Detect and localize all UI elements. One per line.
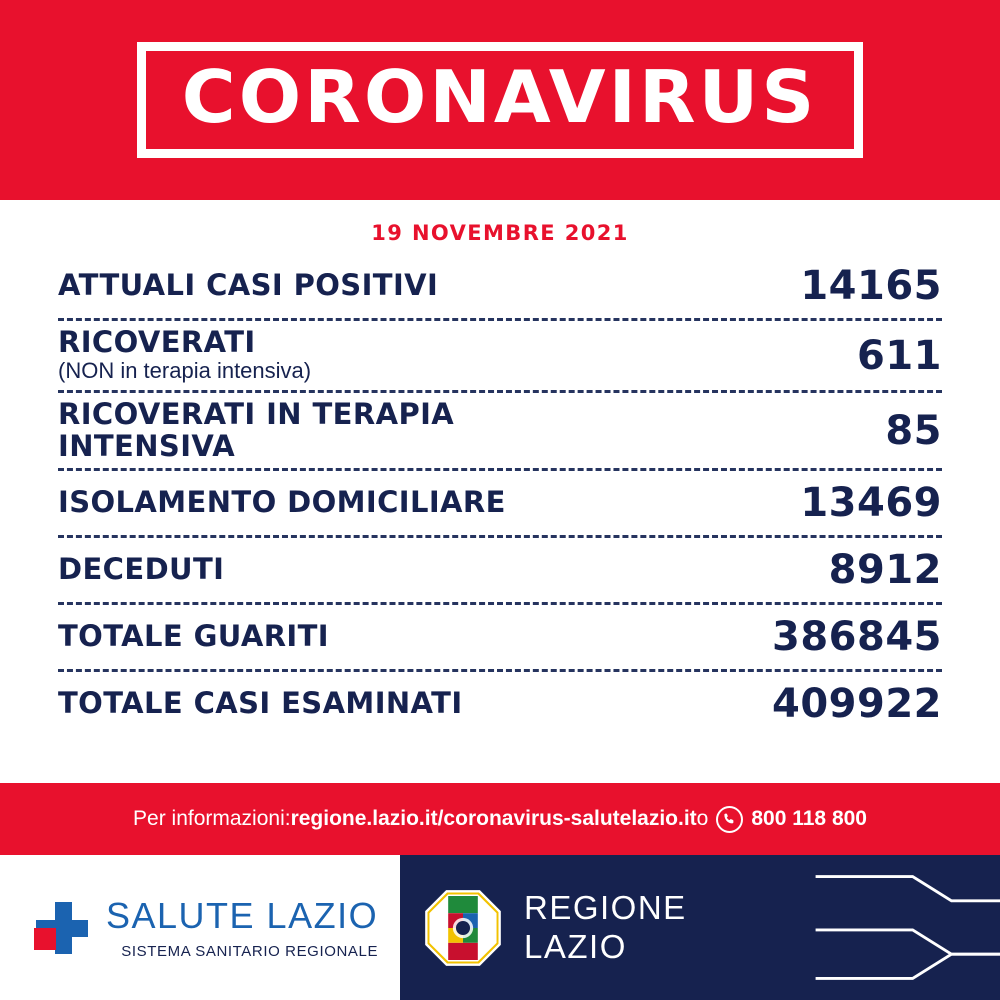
stat-row xyxy=(58,393,942,468)
stat-label: ISOLAMENTO DOMICILIARE xyxy=(58,485,506,520)
stat-value: 409922 xyxy=(772,680,942,727)
info-site-1-text: regione.lazio.it/coronavirus xyxy=(290,807,564,830)
row-divider xyxy=(58,535,942,538)
stat-value: 14165 xyxy=(800,263,942,309)
stat-value: 8912 xyxy=(828,546,942,593)
salute-lazio-subtitle: SISTEMA SANITARIO REGIONALE xyxy=(121,943,379,960)
stat-label: DECEDUTI xyxy=(58,552,225,587)
stat-row xyxy=(58,605,942,669)
info-site-1[interactable] xyxy=(291,807,564,831)
stat-value: 85 xyxy=(885,407,942,454)
phone-icon xyxy=(716,806,743,833)
row-divider xyxy=(58,602,942,605)
row-divider xyxy=(58,390,942,393)
stat-label: TOTALE GUARITI xyxy=(58,619,329,654)
info-site-2[interactable] xyxy=(571,807,697,831)
chevron-decoration xyxy=(670,855,1000,1000)
regione-lazio-text xyxy=(524,889,687,967)
stat-label: RICOVERATI IN TERAPIA INTENSIVA xyxy=(58,397,455,463)
footer xyxy=(0,855,1000,1000)
info-conjunction: o xyxy=(696,807,709,830)
header-title-box xyxy=(137,42,862,158)
row-divider xyxy=(58,468,942,471)
row-divider xyxy=(58,318,942,321)
info-site-2-text: salutelazio.it xyxy=(570,807,697,830)
regione-lazio-logo xyxy=(400,855,1000,1000)
stat-value: 13469 xyxy=(800,479,942,526)
stat-row xyxy=(58,538,942,602)
salute-lazio-text xyxy=(106,895,378,960)
info-phone-number[interactable] xyxy=(751,807,867,831)
stat-value: 386845 xyxy=(772,613,942,660)
stat-row xyxy=(58,471,942,535)
salute-lazio-logo xyxy=(0,855,400,1000)
page-title: CORONAVIRUS xyxy=(182,55,818,139)
stat-label: TOTALE CASI ESAMINATI xyxy=(58,686,463,721)
stat-value: 611 xyxy=(857,332,942,379)
stat-label: ATTUALI CASI POSITIVI xyxy=(58,268,439,303)
stat-label-group xyxy=(58,327,311,384)
info-bar xyxy=(0,783,1000,855)
stat-row xyxy=(58,321,942,390)
info-phone-number-text: 800 118 800 xyxy=(751,807,867,830)
info-prefix: Per informazioni: xyxy=(133,807,291,830)
stat-label: RICOVERATI xyxy=(58,325,256,359)
regione-line-1: REGIONE xyxy=(524,888,687,926)
health-cross-icon xyxy=(34,900,90,956)
report-date: 19 NOVEMBRE 2021 xyxy=(371,221,629,245)
row-divider xyxy=(58,669,942,672)
stat-sublabel: (NON in terapia intensiva) xyxy=(58,358,312,384)
statistics-list xyxy=(0,254,1000,736)
regione-line-2: LAZIO xyxy=(524,927,627,965)
lazio-coat-of-arms-icon xyxy=(424,889,502,967)
info-separator: - xyxy=(563,807,571,830)
salute-lazio-title: SALUTE LAZIO xyxy=(106,895,379,936)
stat-row xyxy=(58,672,942,736)
header-banner xyxy=(0,0,1000,200)
stat-row xyxy=(58,254,942,318)
report-date-row xyxy=(0,200,1000,254)
